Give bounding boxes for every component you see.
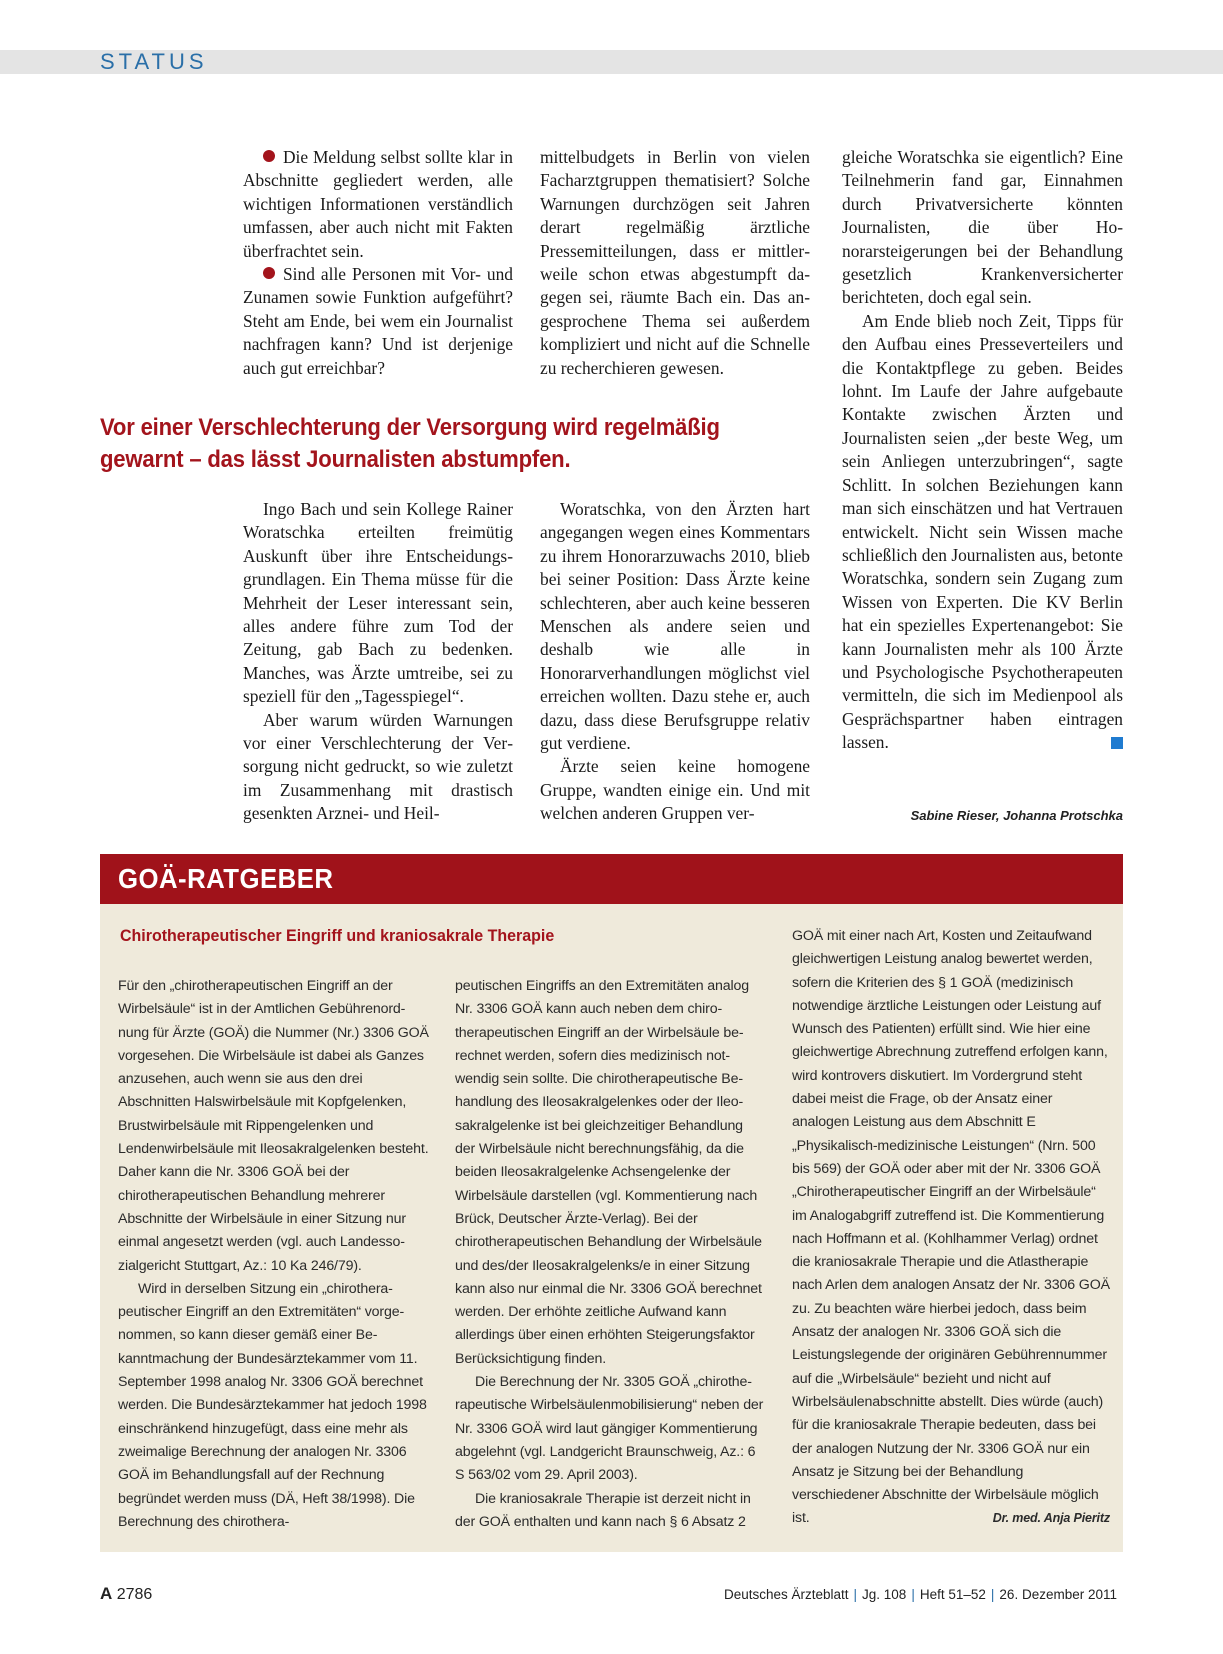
paragraph: Ärzte seien keine homogene Gruppe, wandten einige ein. Und mit welchen anderen Gruppen ver-: [540, 756, 810, 824]
paragraph: Für den „chirotherapeutischen Eingriff an der Wirbelsäule“ ist in der Amtlichen Gebührenordnung für Ärzte (GOÄ) die Nummer (Nr.) 3306 GOÄ vorgesehen. Die Wirbelsäule ist dabei als Ganzes anzusehen, auch wenn sie aus den drei Abschnitten Halswirbelsäule mit Kopfgelenken, Brustwirbelsäule mit Rippengelenken und Lendenwirbelsäule mit Ileosakralgelenken besteht. Daher kann die Nr. 3306 GOÄ bei der chirotherapeutischen Behandlung mehrerer Abschnitte der Wirbelsäule in einer Sitzung nur einmal angesetzt werden (vgl. auch Landessozialgericht Stuttgart, Az.: 10 Ka 246/79).: [118, 978, 429, 1274]
bullet-icon: [263, 267, 275, 279]
paragraph: Die Berechnung der Nr. 3305 GOÄ „chirotherapeutische Wirbelsäulenmobilisierung“ neben der Nr. 3306 GOÄ wird laut gängiger Kommentierung abgelehnt (vgl. Landgericht Braunschweig, Az.: 6 S 563/02 vom 29. April 2003).: [455, 1374, 764, 1484]
paragraph: gleiche Woratschka sie eigentlich? Eine Teilnehmerin fand gar, Einnahmen durch Privatversicherte könnten Journalisten, die über Honorarsteigerungen bei der Behandlung gesetzlich Krankenversicherter berichteten, doch egal sein.: [842, 147, 1123, 308]
publication-info: [724, 1587, 1117, 1602]
publication-date: 26. Dezember 2011: [999, 1587, 1117, 1602]
paragraph: Am Ende blieb noch Zeit, Tipps für den Aufbau eines Presseverteilers und die Kontaktpflege zu geben. Beides lohnt. Im Laufe der Jahre aufgebaute Kontakte zwischen Ärzten und Journalisten seien „der beste Weg, um sein Anliegen unterzubringen“, sagte Schlitt. In solchen Beziehungen kann man sich einschätzen und hat Vertrauen entwickelt. Nicht sein Wissen mache schließlich den Journalisten aus, betonte Woratschka, sondern sein Zugang zum Wissen von Experten. Die KV Berlin hat ein spezielles Expertenangebot: Sie kann Journalisten mehr als 100 Ärzte und Psychologische Psychotherapeuten vermitteln, die sich im Medienpool als Gesprächspartner haben eintragen lassen.: [842, 310, 1123, 753]
article-byline: Sabine Rieser, Johanna Protschka: [910, 808, 1123, 823]
box-subtitle: Chirotherapeutischer Eingriff und kraniosakrale Therapie: [120, 926, 555, 945]
page-number: A 2786: [100, 1584, 153, 1603]
paragraph: Wird in derselben Sitzung ein „chirotherapeutischer Eingriff an den Extremitäten“ vorgenommen, so kann dieser gemäß einer Bekanntmachung der Bundesärztekammer vom 11. September 1998 analog Nr. 3306 GOÄ berechnet werden. Die Bundesärztekammer hat jedoch 1998 einschränkend hinzugefügt, dass eine mehr als zweimalige Berechnung der analogen Nr. 3306 GOÄ im Behandlungsfall auf der Rechnung begründet werden muss (DÄ, Heft 38/1998). Die Berechnung des chirothera-: [118, 1280, 427, 1530]
journal-volume: Jg. 108: [862, 1587, 907, 1602]
box-header: [100, 854, 1123, 904]
separator: |: [853, 1587, 858, 1602]
bullet-item: Sind alle Personen mit Vor- und Zunamen sowie Funktion aufgeführt? Steht am Ende, bei wem ein Journalist nachfragen kann? Und ist derjenige auch gut erreichbar?: [243, 264, 513, 378]
paragraph: mittelbudgets in Berlin von vielen Facharztgruppen thematisiert? Solche Warnungen durchzögen seit Jahren derart regelmäßig ärztliche Pressemitteilungen, dass er mittlerweile schon etwas abgestumpft dagegen sei, räumte Bach ein. Das angesprochene Thema sei außerdem kompliziert und nicht auf die Schnelle zu recherchieren gewesen.: [540, 147, 810, 378]
journal-issue: Heft 51–52: [919, 1587, 986, 1602]
paragraph: Aber warum würden Warnungen vor einer Verschlechterung der Versorgung nicht gedruckt, so wie zuletzt im Zusammenhang mit drastisch gesenkten Arznei- und Heil-: [243, 709, 513, 824]
bullet-item: Die Meldung selbst sollte klar in Abschnitte gegliedert werden, alle wichtigen Informationen verständlich umfassen, aber auch nicht mit Fakten überfrachtet sein.: [243, 147, 513, 261]
journal-name: Deutsches Ärzteblatt: [723, 1587, 849, 1602]
article-col2-bottom: [540, 498, 810, 826]
box-col2: [455, 975, 765, 1534]
bullet-icon: [263, 150, 275, 162]
pull-quote: [100, 412, 762, 476]
separator: |: [990, 1587, 995, 1602]
pull-quote-line: Vor einer Verschlechterung der Versorgung wird regelmäßig: [100, 414, 720, 441]
paragraph: Die kraniosakrale Therapie ist derzeit nicht in der GOÄ enthalten und kann nach § 6 Absatz 2: [455, 1490, 751, 1530]
section-label: STATUS: [100, 49, 208, 74]
box-author: Dr. med. Anja Pieritz: [992, 1511, 1110, 1526]
box-col3: [792, 925, 1110, 1531]
article-col1-bottom: [243, 498, 513, 826]
box-col1: [118, 975, 430, 1534]
pull-quote-line: gewarnt – das lässt Journalisten abstumpfen.: [100, 446, 571, 473]
article-col3: [842, 146, 1123, 755]
paragraph: Woratschka, von den Ärzten hart angegangen wegen eines Kommentars zu ihrem Honorarzuwachs 2010, blieb bei seiner Position: Dass Ärzte keine schlechteren, aber auch keine besseren Menschen als andere seien und deshalb wie alle in Honorarverhandlungen möglichst viel erreichen wollten. Dazu stehe er, auch dazu, dass diese Berufsgruppe relativ gut verdiene.: [540, 499, 810, 754]
article-col1-top: [243, 146, 513, 380]
paragraph: peutischen Eingriffs an den Extremitäten analog Nr. 3306 GOÄ kann auch neben dem chirotherapeutischen Eingriff an der Wirbelsäule berechnet werden, sofern dies medizinisch notwendig sein sollte. Die chirotherapeutische Behandlung des Ileosakralgelenkes oder der Ileosakralgelenke ist bei gleichzeitiger Behandlung der Wirbelsäule nicht berechnungsfähig, da die beiden Ileosakralgelenke Achsengelenke der Wirbelsäule darstellen (vgl. Kommentierung nach Brück, Deutscher Ärzte-Verlag). Bei der chirotherapeutischen Behandlung der Wirbelsäule und des/der Ileosakralgelenks/e in einer Sitzung kann also nur einmal die Nr. 3306 GOÄ berechnet werden. Der erhöhte zeitliche Aufwand kann allerdings über einen erhöhten Steigerungsfaktor Berücksichtigung finden.: [455, 978, 762, 1367]
goae-ratgeber-box: [100, 854, 1123, 1552]
paragraph: GOÄ mit einer nach Art, Kosten und Zeitaufwand gleichwertigen Leistung analog bewertet werden, sofern die Kriterien des § 1 GOÄ (medizinisch notwendige ärztliche Leistungen oder Leistung auf Wunsch des Patienten) erfüllt sind. Wie hier eine gleichwertige Abrechnung zutreffend erfolgen kann, wird kontrovers diskutiert. Im Vordergrund steht dabei meist die Frage, ob der Ansatz einer analogen Leistung aus dem Abschnitt E „Physikalisch-medizinische Leistungen“ (Nrn. 500 bis 569) der GOÄ oder aber mit der Nr. 3306 GOÄ „Chirotherapeutischer Eingriff an der Wirbelsäule“ im Analogabgriff zutreffend ist. Die Kommentierung nach Hoffmann et al. (Kohlhammer Verlag) ordnet die kraniosakrale Therapie und die Atlastherapie nach Arlen dem analogen Ansatz der Nr. 3306 GOÄ zu. Zu beachten wäre hierbei jedoch, dass beim Ansatz der analogen Nr. 3306 GOÄ sich die Leistungslegende der originären Gebührennummer auf die „Wirbelsäule“ bezieht und nicht auf Wirbelsäulenabschnitte abstellt. Dies würde (auch) für die kraniosakrale Therapie bedeuten, dass bei der analogen Nutzung der Nr. 3306 GOÄ nur ein Ansatz je Sitzung bei der Behandlung verschiedener Abschnitte der Wirbelsäule möglich ist. Dr. med. Anja Pieritz: [792, 925, 1110, 1531]
box-title: GOÄ-RATGEBER: [118, 863, 334, 894]
separator: |: [911, 1587, 915, 1602]
paragraph: Ingo Bach und sein Kollege Rainer Woratschka erteilten freimütig Auskunft über ihre Entscheidungsgrundlagen. Ein Thema müsse für die Mehrheit der Leser interessant sein, alles andere führe zum Tod der Zeitung, gab Bach zu bedenken. Manches, was Ärzte umtreibe, sei zu speziell für den „Tagesspiegel“.: [243, 499, 513, 707]
end-of-article-icon: [1111, 737, 1123, 749]
article-col2-top: [540, 146, 810, 380]
